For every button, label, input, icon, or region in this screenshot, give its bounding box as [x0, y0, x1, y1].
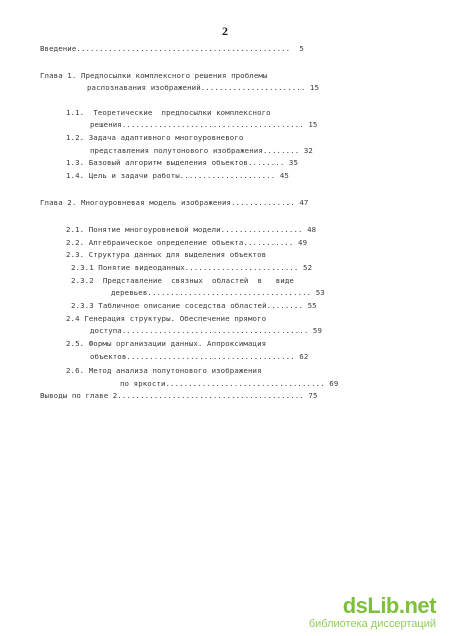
toc-line: Глава 2. Многоуровневая модель изображения.............. 47 — [40, 198, 309, 207]
watermark-tagline: библиотека диссертаций — [308, 618, 436, 630]
toc-line: решения........................................ 15 — [90, 120, 318, 129]
toc-line: распознавания изображений....................... 15 — [87, 83, 320, 92]
toc-line: объектов..................................... 62 — [90, 352, 309, 361]
toc-line: 2.6. Метод анализа полутонового изображения — [66, 366, 262, 375]
toc-line: 2.3. Структура данных для выделения объектов — [66, 250, 267, 259]
toc-line: доступа......................................... 59 — [90, 326, 323, 335]
toc-line: Введение............................................... 5 — [40, 44, 304, 53]
toc-line: 1.3. Базовый алгоритм выделения объектов........ 35 — [66, 158, 299, 167]
toc-line: 2.4 Генерация структуры. Обеспечение прямого — [66, 314, 267, 323]
toc-line: 2.5. Формы организации данных. Аппроксимация — [66, 339, 267, 348]
toc-line: по яркости................................... 69 — [120, 379, 339, 388]
page-number: 2 — [222, 24, 228, 38]
watermark-logo — [309, 595, 436, 617]
toc-line: 1.1. Теоретические предпосылки комплексного — [66, 108, 271, 117]
toc-line: 2.2. Алгебраическое определение объекта........... 49 — [66, 238, 308, 247]
toc-line: Выводы по главе 2......................................... 75 — [40, 391, 318, 400]
toc-line: деревьев.................................... 53 — [111, 288, 325, 297]
toc-line: Глава 1. Предпосылки комплексного решения проблемы — [40, 71, 268, 80]
toc-line: представления полутонового изображения........ 32 — [90, 146, 313, 155]
dslib-watermark — [309, 595, 436, 630]
toc-line: 2.3.3 Табличное описание соседства областей........ 55 — [71, 301, 317, 310]
watermark-logo-ext: .net — [398, 593, 436, 618]
watermark-logo-main: dsLib — [342, 593, 399, 618]
toc-line: 1.2. Задача адаптивного многоуровневого — [66, 133, 244, 142]
toc-line: 2.3.1 Понятие видеоданных......................... 52 — [71, 263, 313, 272]
toc-line: 2.3.2 Представление связных областей в виде — [71, 276, 294, 285]
toc-line: 2.1. Понятие многоуровневой модели.................. 48 — [66, 225, 317, 234]
toc-line: 1.4. Цель и задачи работы..................... 45 — [66, 171, 289, 180]
